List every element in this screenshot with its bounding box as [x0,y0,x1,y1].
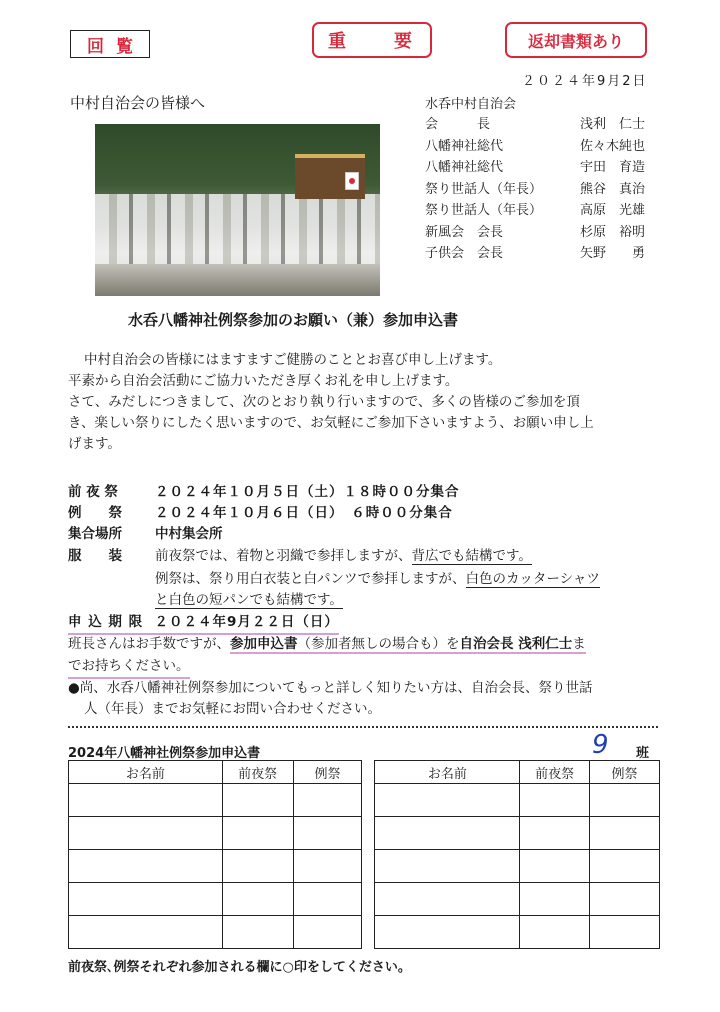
cell-name[interactable] [375,817,520,850]
header-name: お名前 [375,761,520,784]
cell-name[interactable] [69,817,223,850]
cell-name[interactable] [375,850,520,883]
return-documents-stamp: 返却書類あり [505,22,647,58]
header-name: お名前 [69,761,223,784]
member-name: 宇田 育造 [580,160,646,175]
dress-line: と白色の短パンでも結構です。 [155,592,343,608]
reisai-datetime: ２０２４年１０月６日（日） ６時００分集合 [155,505,453,521]
member-name: 浅利 仁士 [580,117,646,132]
cell-name[interactable] [375,883,520,916]
cell-reisai[interactable] [293,784,362,817]
header-reisai: 例祭 [590,761,660,784]
dress-label: 服 装 [68,548,122,564]
member-name: 佐々木純也 [580,138,646,154]
intro-line: き、楽しい祭りにしたく思いますので、お気軽にご参加下さいますよう、お願い申し上 [68,415,594,431]
cell-zenyasai[interactable] [520,883,590,916]
zenyasai-datetime: ２０２４年１０月５日（土）１８時００分集合 [155,484,460,500]
cell-reisai[interactable] [590,850,660,883]
form-footer: 前夜祭､例祭それぞれ参加される欄に○印をしてください。 [68,960,411,975]
group-number[interactable]: 9 [592,730,609,760]
cell-zenyasai[interactable] [520,817,590,850]
cell-name[interactable] [69,784,223,817]
place: 中村集会所 [155,526,223,542]
header-zenyasai: 前夜祭 [222,761,293,784]
form-title: 2024年八幡神社例祭参加申込書 [68,746,261,761]
cell-reisai[interactable] [293,916,362,949]
member-role: 祭り世話人（年長） [425,181,543,197]
cell-reisai[interactable] [293,850,362,883]
cell-reisai[interactable] [590,916,660,949]
reisai-label: 例 祭 [68,505,122,521]
member-role: 祭り世話人（年長） [425,203,543,218]
member-name: 矢野 勇 [580,246,646,261]
document-title: 水呑八幡神社例祭参加のお願い（兼）参加申込書 [128,311,459,329]
submission-note: 班長さんはお手数ですが、参加申込書（参加者無しの場合も）を自治会長 浅利仁士ま [68,636,586,652]
cell-reisai[interactable] [590,817,660,850]
dress-line: 例祭は、祭り用白衣装と白パンツで参拝しますが、白色のカッターシャツ [155,571,600,587]
member-name: 熊谷 真治 [580,181,646,197]
cell-name[interactable] [375,784,520,817]
cell-name[interactable] [69,916,223,949]
sender-org: 水呑中村自治会 [425,97,517,112]
dress-line: 前夜祭では、着物と羽織で参拝しますが、背広でも結構です。 [155,548,532,564]
member-role: 会 長 [425,117,491,132]
cell-name[interactable] [69,850,223,883]
cell-zenyasai[interactable] [520,850,590,883]
table-row [69,916,660,949]
submission-note: でお持ちください。 [68,656,190,679]
application-table [68,760,660,949]
cell-zenyasai[interactable] [222,850,293,883]
table-row [69,784,660,817]
cell-reisai[interactable] [590,784,660,817]
member-role: 子供会 会長 [425,246,504,261]
cell-reisai[interactable] [590,883,660,916]
member-role: 八幡神社総代 [425,138,504,154]
header-reisai: 例祭 [293,761,362,784]
intro-line: さて、みだしにつきまして、次のとおり執り行いますので、多くの皆様のご参加を頂 [68,394,580,410]
intro-line: 中村自治会の皆様にはますますご健勝のこととお喜び申し上げます。 [84,352,502,368]
cell-zenyasai[interactable] [222,817,293,850]
intro-line: げます。 [68,436,121,452]
table-row [69,883,660,916]
cell-zenyasai[interactable] [520,784,590,817]
table-row [69,817,660,850]
date: ２０２４年9月2日 [522,74,648,89]
festival-photo [95,124,380,296]
intro-line: 平素から自治会活動にご協力いただき厚くお礼を申し上げます。 [68,373,459,389]
cell-reisai[interactable] [293,817,362,850]
zenyasai-label: 前 夜 祭 [68,484,118,500]
cell-name[interactable] [69,883,223,916]
cell-zenyasai[interactable] [222,916,293,949]
cell-zenyasai[interactable] [222,784,293,817]
table-row [69,850,660,883]
member-role: 新風会 会長 [425,224,504,240]
member-name: 高原 光雄 [580,203,646,218]
cell-reisai[interactable] [293,883,362,916]
kairan-stamp: 回覧 [70,30,150,58]
header-zenyasai: 前夜祭 [520,761,590,784]
group-suffix: 班 [636,746,650,761]
member-name: 杉原 裕明 [580,224,646,240]
important-stamp: 重 要 [312,22,432,58]
cut-line [68,726,658,728]
cell-zenyasai[interactable] [520,916,590,949]
cell-name[interactable] [375,916,520,949]
inquiry-note: ●尚、水呑八幡神社例祭参加についてもっと詳しく知りたい方は、自治会長、祭り世話 [68,680,593,696]
member-role: 八幡神社総代 [425,160,504,175]
addressee: 中村自治会の皆様へ [70,94,206,112]
cell-zenyasai[interactable] [222,883,293,916]
inquiry-note: 人（年長）までお気軽にお問い合わせください。 [84,701,381,717]
deadline: 申 込 期 限 ２０２４年9月２２日（日） [68,612,339,635]
place-label: 集合場所 [68,526,122,542]
